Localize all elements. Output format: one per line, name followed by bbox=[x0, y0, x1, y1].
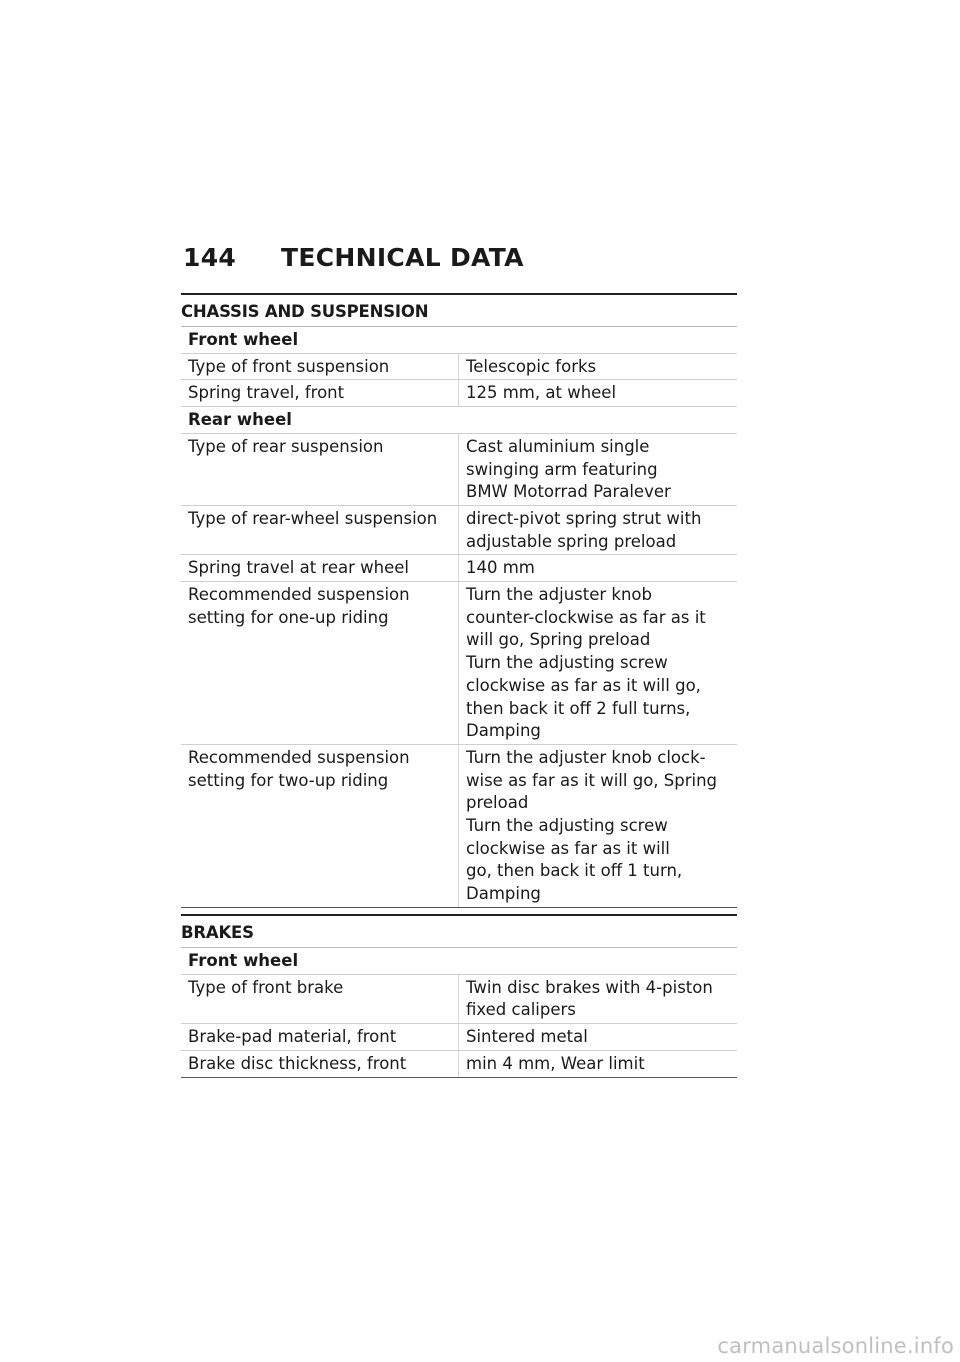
value-line: direct-pivot spring strut with bbox=[466, 508, 702, 528]
value-line: preload bbox=[466, 793, 529, 813]
value-line: Cast aluminium single bbox=[466, 436, 650, 456]
value-line: wise as far as it will go, Spring bbox=[466, 770, 718, 790]
spec-value: min 4 mm, Wear limit bbox=[459, 1050, 738, 1077]
spec-label: Type of front suspension bbox=[181, 353, 459, 380]
value-line: will go, Spring preload bbox=[466, 630, 651, 650]
spec-label: Type of front brake bbox=[181, 974, 459, 1023]
subheading-row bbox=[181, 948, 737, 974]
watermark: carmanualsonline.info bbox=[717, 1334, 954, 1358]
value-line: clockwise as far as it will bbox=[466, 838, 670, 858]
spec-label: Brake disc thickness, front bbox=[181, 1050, 459, 1077]
spec-label: Spring travel at rear wheel bbox=[181, 555, 459, 582]
value-line: swinging arm featuring bbox=[466, 459, 658, 479]
spec-value bbox=[459, 433, 738, 505]
table-row bbox=[181, 1050, 737, 1077]
spec-label bbox=[181, 744, 459, 907]
spec-value bbox=[459, 744, 738, 907]
value-line: Turn the adjusting screw bbox=[466, 653, 668, 673]
value-line: BMW Motorrad Paralever bbox=[466, 482, 671, 502]
value-line: then back it off 2 full turns, bbox=[466, 698, 691, 718]
table-row bbox=[181, 744, 737, 907]
value-line: fixed calipers bbox=[466, 1000, 576, 1020]
spec-label: Type of rear-wheel suspension bbox=[181, 505, 459, 554]
table-row bbox=[181, 353, 737, 380]
chassis-table bbox=[181, 327, 737, 908]
value-line: Turn the adjusting screw bbox=[466, 816, 668, 836]
spec-value: Sintered metal bbox=[459, 1024, 738, 1051]
page-title: TECHNICAL DATA bbox=[281, 243, 524, 272]
table-row bbox=[181, 974, 737, 1023]
brakes-section bbox=[181, 914, 737, 1078]
label-line: Recommended suspension bbox=[188, 585, 410, 605]
label-line: setting for one-up riding bbox=[188, 607, 389, 627]
table-row bbox=[181, 380, 737, 407]
subheading-front-wheel: Front wheel bbox=[181, 948, 737, 974]
value-line: Damping bbox=[466, 721, 541, 741]
value-line: Twin disc brakes with 4-piston bbox=[466, 977, 713, 997]
value-line: Turn the adjuster knob bbox=[466, 585, 653, 605]
value-line: Damping bbox=[466, 884, 541, 904]
table-row bbox=[181, 433, 737, 505]
spec-label bbox=[181, 582, 459, 745]
label-line: Recommended suspension bbox=[188, 747, 410, 767]
label-line: setting for two-up riding bbox=[188, 770, 389, 790]
spec-value bbox=[459, 582, 738, 745]
spec-value: 125 mm, at wheel bbox=[459, 380, 738, 407]
spec-value bbox=[459, 974, 738, 1023]
chassis-section bbox=[181, 293, 737, 908]
value-line: adjustable spring preload bbox=[466, 531, 677, 551]
value-line: counter-clockwise as far as it bbox=[466, 607, 706, 627]
spec-label: Spring travel, front bbox=[181, 380, 459, 407]
chassis-section-title: CHASSIS AND SUSPENSION bbox=[181, 293, 737, 327]
subheading-row bbox=[181, 327, 737, 353]
spec-value bbox=[459, 505, 738, 554]
spec-value: 140 mm bbox=[459, 555, 738, 582]
subheading-row bbox=[181, 407, 737, 434]
brakes-table bbox=[181, 948, 737, 1078]
value-line: clockwise as far as it will go, bbox=[466, 675, 701, 695]
table-row bbox=[181, 1024, 737, 1051]
spec-label: Brake-pad material, front bbox=[181, 1024, 459, 1051]
subheading-front-wheel: Front wheel bbox=[181, 327, 737, 353]
value-line: Turn the adjuster knob clock- bbox=[466, 747, 706, 767]
spec-label: Type of rear suspension bbox=[181, 433, 459, 505]
page-header bbox=[183, 243, 743, 272]
value-line: go, then back it off 1 turn, bbox=[466, 861, 683, 881]
table-row bbox=[181, 505, 737, 554]
table-row bbox=[181, 555, 737, 582]
table-row bbox=[181, 582, 737, 745]
subheading-rear-wheel: Rear wheel bbox=[181, 407, 737, 434]
brakes-section-title: BRAKES bbox=[181, 914, 737, 948]
spec-value: Telescopic forks bbox=[459, 353, 738, 380]
page-number: 144 bbox=[183, 243, 237, 272]
